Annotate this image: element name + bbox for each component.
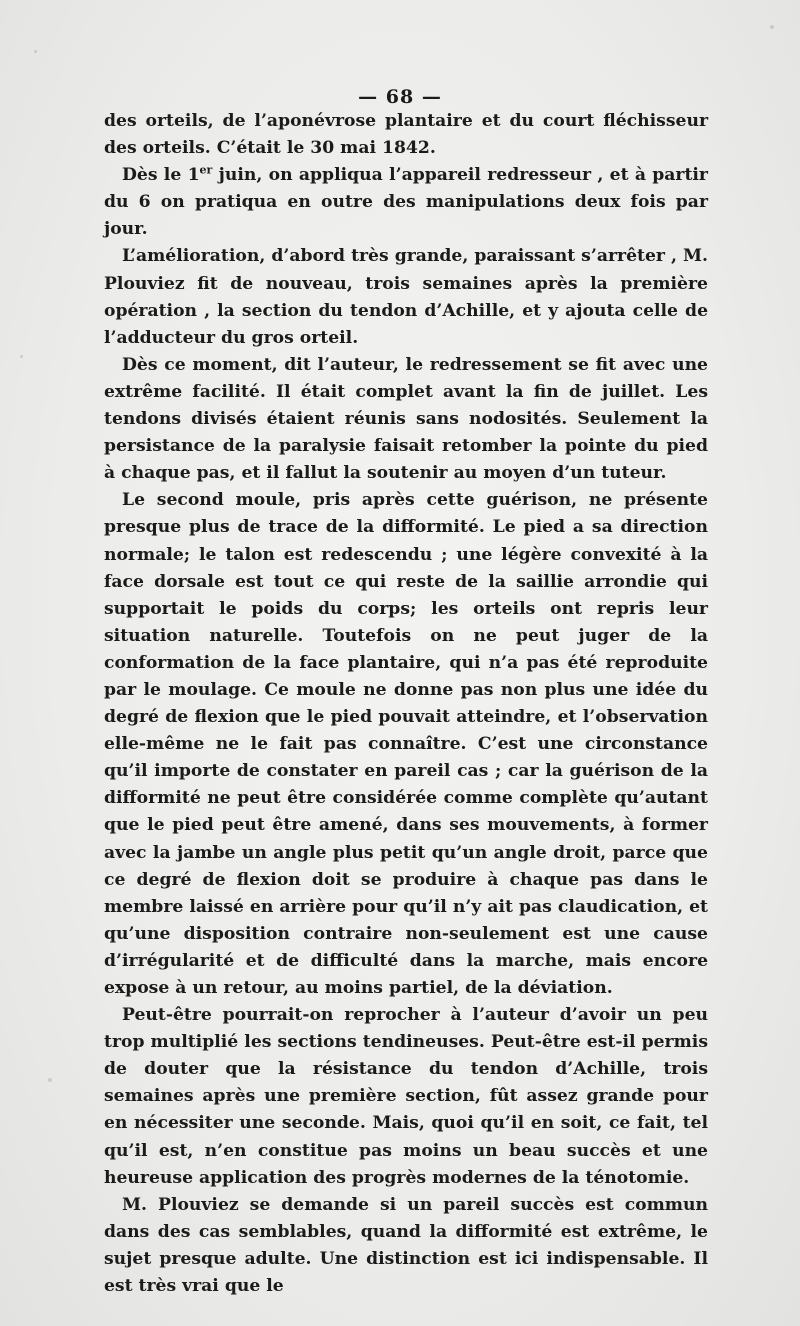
paper-speck — [34, 50, 37, 53]
paper-speck — [48, 1078, 52, 1082]
paragraph-1: des orteils, de l’aponévrose plantaire et du court fléchisseur des orteils. C’était le 30 mai 1842. — [104, 111, 708, 159]
page-number: — 68 — — [358, 86, 442, 108]
paper-speck — [770, 25, 774, 29]
body-text — [104, 108, 708, 1300]
paragraph-3: L’amélioration, d’abord très grande, paraissant s’arrêter , M. Plouviez fit de nouveau, trois semaines après la première opération , la section du tendon d’Achille, et y ajouta celle de l’adducteur du gros orteil. — [104, 246, 708, 348]
paragraph-2-rest: juin, on appliqua l’appareil redresseur , et à partir du 6 on pratiqua en outre des manipulations deux fois par jour. — [104, 165, 708, 240]
paragraph-2-start: Dès le 1 — [122, 165, 200, 186]
paragraph-6: Peut-être pourrait-on reprocher à l’auteur d’avoir un peu trop multiplié les sections tendineuses. Peut-être est-il permis de douter que la résistance du tendon d’Achille, trois semaines après une première section, fût assez grande pour en nécessiter une seconde. Mais, quoi qu’il en soit, ce fait, tel qu’il est, n’en constitue pas moins un beau succès et une heureuse application des progrès modernes de la ténotomie. — [104, 1005, 708, 1188]
paragraph-7: M. Plouviez se demande si un pareil succès est commun dans des cas semblables, quand la difformité est extrême, le sujet presque adulte. Une distinction est ici indispensable. Il est très vrai que le — [104, 1194, 708, 1297]
paper-speck — [20, 355, 23, 358]
ordinal-superscript: er — [199, 163, 213, 177]
paragraph-4: Dès ce moment, dit l’auteur, le redressement se fit avec une extrême facilité. Il était complet avant la fin de juillet. Les tendons divisés étaient réunis sans nodosités. Seulement la persistance de la paralysie faisait retomber la pointe du pied à chaque pas, et il fallut la soutenir au moyen d’un tuteur. — [104, 354, 708, 484]
paragraph-2 — [104, 162, 708, 243]
paragraph-5: Le second moule, pris après cette guérison, ne présente presque plus de trace de la difformité. Le pied a sa direction normale; le talon est redescendu ; une légère convexité à la face dorsale est tout ce qui reste de la saillie arrondie qui supportait le poids du corps; les orteils ont repris leur situation naturelle. Toutefois on ne peut juger de la conformation de la face plantaire, qui n’a pas été reproduite par le moulage. Ce moule ne donne pas non plus une idée du degré de flexion que le pied pouvait atteindre, et l’observation elle-même ne le fait pas connaître. C’est une circonstance qu’il importe de constater en pareil cas ; car la guérison de la difformité ne peut être considérée comme complète qu’autant que le pied peut être amené, dans ses mouvements, à former avec la jambe un angle plus petit qu’un angle droit, parce que ce degré de flexion doit se produire à chaque pas dans le membre laissé en arrière pour qu’il n’y ait pas claudication, et qu’une disposition contraire non-seulement est une cause d’irrégularité et de difficulté dans la marche, mais encore expose à un retour, au moins partiel, de la déviation. — [104, 490, 708, 998]
